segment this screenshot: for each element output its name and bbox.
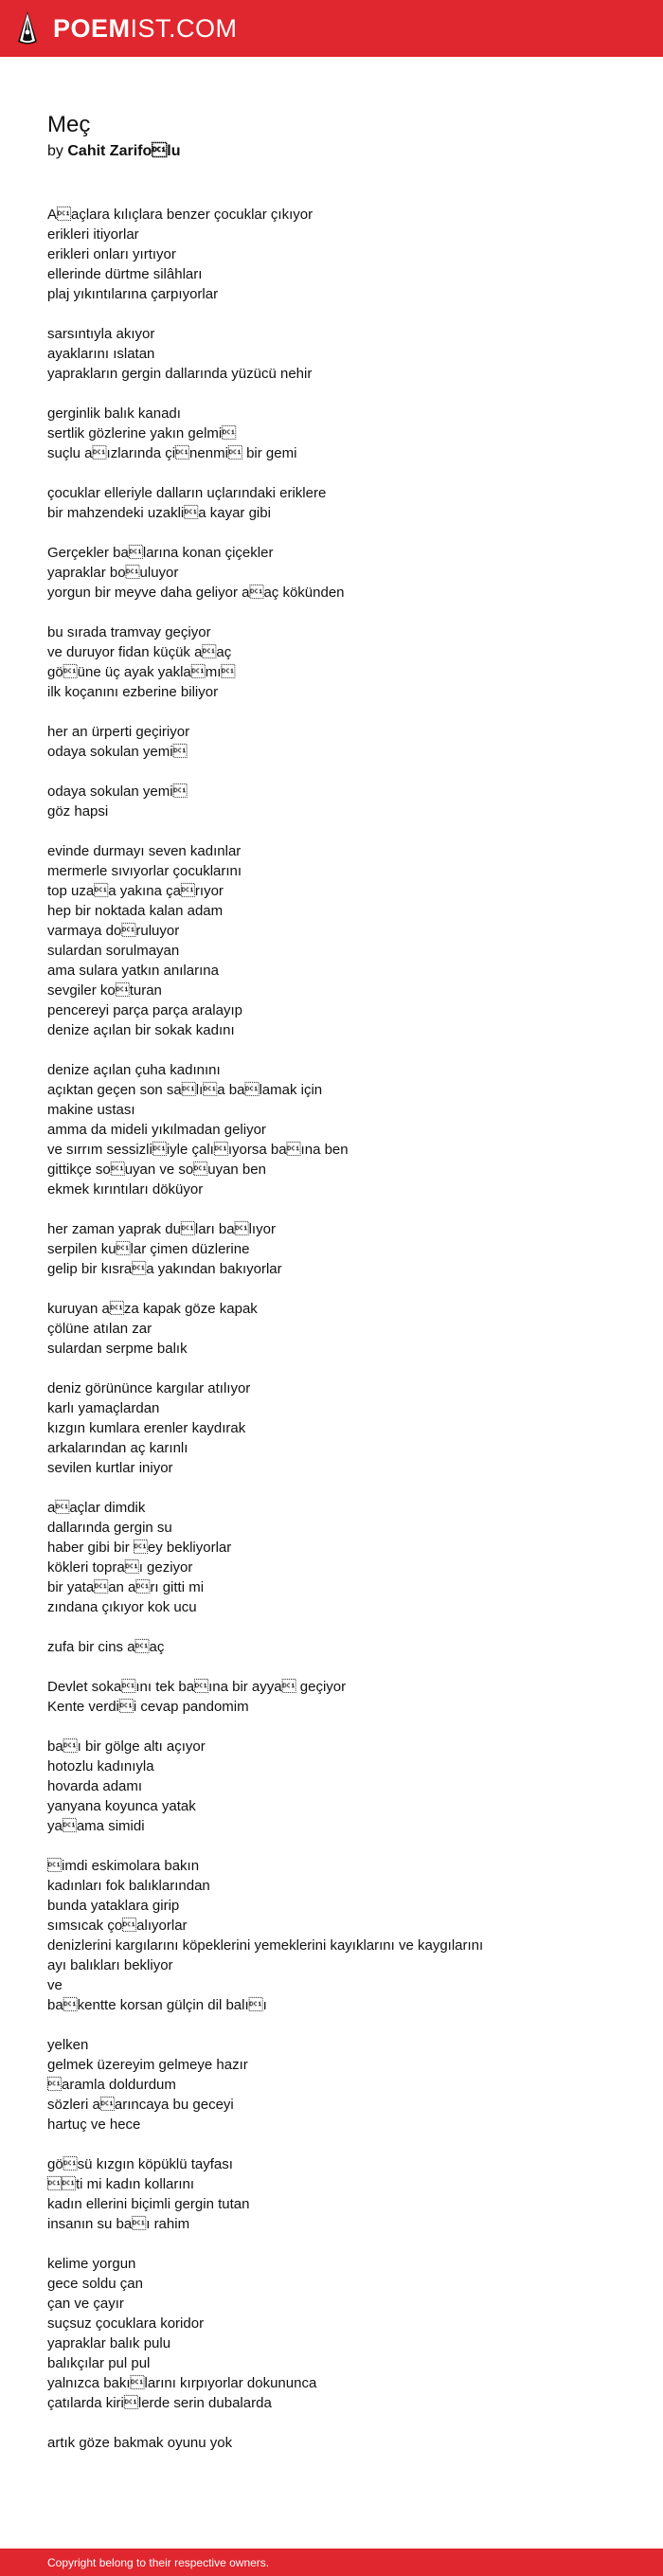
poem-line: deniz görününce kargılar atılıyor [47,1380,251,1396]
poem-line: erikleri itiyorlar [47,226,139,243]
poem-line: mermerle sıvıyorlar çocuklarını [47,863,242,879]
poem-line: göz hapsi [47,803,109,820]
poem-line: bir yataan arı gitti mi [47,1579,205,1595]
poem-stanza [47,1060,616,1199]
poem-line: denizlerini kargılarını köpeklerini yemeklerini kayıklarını ve kaygılarını [47,1937,484,1954]
logo-bold-part: POEM [53,13,131,43]
poem-line: gece soldu çan [47,2276,143,2292]
poem-line: zındana çıkıyor kok ucu [47,1599,197,1615]
poem-line: ayaklarını ıslatan [47,346,155,362]
poem-line: baı bir gölge altı açıyor [47,1738,206,1755]
poem-line: sımsıcak çoalıyorlar [47,1918,188,1934]
poem-title: Meç [47,112,91,137]
poem-line: çölüne atılan zar [47,1321,152,1337]
poem-line: insanın su baı rahim [47,2216,190,2232]
poem-stanza [47,1498,616,1617]
poem-line: dallarında gergin su [47,1520,172,1536]
poem-line: arkalarından aç karınlı [47,1440,188,1456]
poem-stanza [47,404,616,463]
poem-stanza [47,1219,616,1279]
poem-line: ekmek kırıntıları döküyor [47,1181,204,1198]
poem-line: bunda yataklara girip [47,1898,180,1914]
poem-stanza [47,2254,616,2413]
copyright-notice: Copyright belong to their respective owners. [47,2555,270,2569]
poem-line: yapraklar balık pulu [47,2335,171,2351]
poem-line: ti mi kadın kollarını [47,2176,195,2192]
poem-stanza [47,1856,616,2015]
poem-line: imdi eskimolara bakın [47,1858,200,1874]
poem-stanza [47,2035,616,2135]
poem-stanza [47,1737,616,1836]
poem-line: yanyana koyunca yatak [47,1798,196,1814]
site-logo[interactable] [53,13,238,43]
poem-line: hartuç ve hece [47,2117,141,2133]
poem-content [47,112,616,2473]
poem-line: Aaçlara kılıçlara benzer çocuklar çıkıyor [47,207,314,223]
pen-nib-icon[interactable] [13,8,42,49]
poem-line: denize açılan çuha kadınını [47,1062,221,1078]
poem-line: ve duruyor fidan küçük aaç [47,644,232,660]
poem-line: odaya sokulan yemi [47,784,188,800]
poem-line: sarsıntıyla akıyor [47,326,155,342]
poem-line: varmaya doruluyor [47,923,180,939]
poem-stanza [47,622,616,702]
poem-line: Devlet sokaını tek baına bir ayya geçiyor [47,1679,347,1695]
poem-body [47,205,616,2453]
poem-line: sevgiler koturan [47,982,162,999]
poem-stanza [47,1299,616,1359]
poem-line: çan ve çayır [47,2296,124,2312]
poem-line: serpilen kular çimen düzlerine [47,1241,250,1257]
poem-line: suçsuz çocuklara koridor [47,2315,205,2332]
poem-line: açıktan geçen son salıa balamak için [47,1082,323,1098]
poem-line: erikleri onları yırtıyor [47,246,176,262]
poem-line: çocuklar elleriyle dalların uçlarındaki eriklere [47,485,327,501]
poem-line: bu sırada tramvay geçiyor [47,624,211,640]
poem-stanza [47,1637,616,1657]
site-footer [0,2549,663,2576]
poem-line: kökleri topraı geziyor [47,1559,193,1576]
poem-stanza [47,483,616,523]
poem-stanza [47,1677,616,1717]
poem-line: yaama simidi [47,1818,145,1834]
poem-line: yorgun bir meyve daha geliyor aaç kökünden [47,585,345,601]
poem-line: sözleri aarıncaya bu geceyi [47,2097,234,2113]
poem-line: sertlik gözlerine yakın gelmi [47,425,237,441]
poem-line: ayı balıkları bekliyor [47,1957,173,1973]
poem-line: amma da mideli yıkılmadan geliyor [47,1122,266,1138]
poem-line: göüne üç ayak yaklamı [47,664,236,680]
poem-line: yaprakların gergin dallarında yüzücü nehir [47,366,313,382]
poem-line: pencereyi parça parça aralayıp [47,1002,242,1018]
poem-line: çatılarda kirilerde serin dubalarda [47,2395,272,2411]
poem-stanza [47,782,616,821]
poem-stanza [47,841,616,1040]
poem-stanza [47,2433,616,2453]
poem-line: artık göze bakmak oyunu yok [47,2435,233,2451]
poem-line: bir mahzendeki uzaklia kayar gibi [47,505,271,521]
logo-light-part: IST.COM [130,13,238,43]
poem-stanza [47,722,616,762]
poem-line: hotozlu kadınıyla [47,1758,154,1774]
poem-line: makine ustası [47,1102,135,1118]
site-header [0,0,663,57]
poem-line: plaj yıkıntılarına çarpıyorlar [47,286,219,302]
byline [47,142,616,161]
poem-line: yalnızca bakılarını kırpıyorlar dokununca [47,2375,317,2391]
poem-line: aramla doldurdum [47,2077,176,2093]
poem-line: top uzaa yakına çarıyor [47,883,224,899]
poem-line: ama sulara yatkın anılarına [47,963,219,979]
poem-stanza [47,2154,616,2234]
poem-line: denize açılan bir sokak kadını [47,1022,235,1038]
poem-line: balıkçılar pul pul [47,2355,151,2371]
poem-line: ellerinde dürtme silâhları [47,266,203,282]
poem-line: ve [47,1977,63,1993]
poem-line: her zaman yaprak duları balıyor [47,1221,276,1237]
poem-line: ve sırrım sessizliiyle çalııyorsa baına ben [47,1142,349,1158]
poem-line: sevilen kurtlar iniyor [47,1460,173,1476]
poem-stanza [47,543,616,603]
poem-stanza [47,1378,616,1478]
poem-line: ilk koçanını ezberine biliyor [47,684,219,700]
poem-line: aaçlar dimdik [47,1500,146,1516]
poem-line: kadın ellerini biçimli gergin tutan [47,2196,250,2212]
author-name[interactable]: Cahit Zarifolu [67,143,181,159]
poem-line: gelip bir kısraa yakından bakıyorlar [47,1261,282,1277]
poem-line: her an ürperti geçiriyor [47,724,190,740]
poem-line: yelken [47,2037,89,2053]
poem-line: suçlu aızlarında çinenmi bir gemi [47,445,297,461]
poem-line: sulardan serpme balık [47,1341,188,1357]
poem-line: Kente verdii cevap pandomim [47,1699,249,1715]
poem-line: hovarda adamı [47,1778,143,1794]
poem-line: bakentte korsan gülçin dil balıı [47,1997,267,2013]
poem-line: kızgın kumlara erenler kaydırak [47,1420,246,1436]
poem-line: evinde durmayı seven kadınlar [47,843,242,859]
byline-prefix: by [47,143,63,159]
poem-line: kelime yorgun [47,2256,136,2272]
poem-line: Gerçekler balarına konan çiçekler [47,545,274,561]
poem-line: kadınları fok balıklarından [47,1878,210,1894]
poem-line: gelmek üzereyim gelmeye hazır [47,2057,248,2073]
poem-line: haber gibi bir ey bekliyorlar [47,1540,232,1556]
poem-line: karlı yamaçlardan [47,1400,160,1416]
poem-line: gerginlik balık kanadı [47,405,181,422]
poem-line: sulardan sorulmayan [47,943,180,959]
poem-line: yapraklar bouluyor [47,565,179,581]
poem-line: kuruyan aza kapak göze kapak [47,1301,258,1317]
poem-line: gösü kızgın köpüklü tayfası [47,2156,233,2172]
poem-line: odaya sokulan yemi [47,744,188,760]
poem-stanza [47,324,616,384]
poem-stanza [47,205,616,304]
poem-line: zufa bir cins aaç [47,1639,165,1655]
poem-line: gittikçe souyan ve souyan ben [47,1162,266,1178]
poem-line: hep bir noktada kalan adam [47,903,224,919]
